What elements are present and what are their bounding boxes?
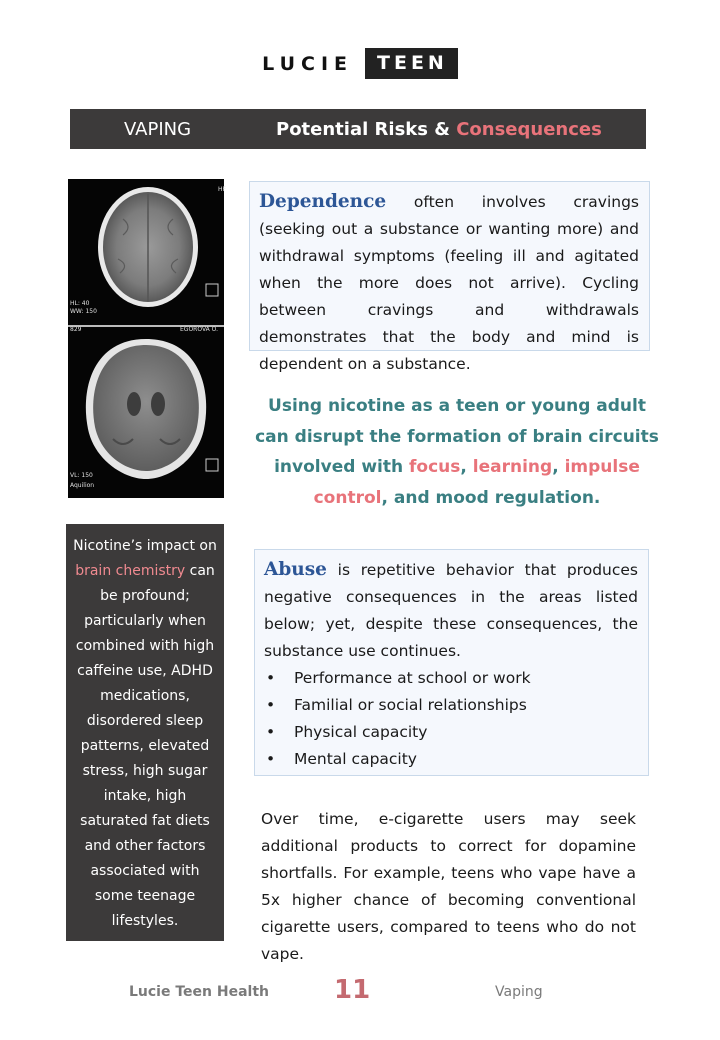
abuse-keyword: Abuse — [264, 559, 327, 580]
callout-sep1: , — [460, 457, 473, 477]
brain-chemistry-sidebar — [66, 524, 224, 941]
brand-teen: TEEN — [365, 48, 458, 79]
abuse-intro — [264, 556, 638, 665]
callout-focus: focus — [409, 457, 461, 477]
banner-title — [276, 119, 602, 140]
abuse-box — [254, 549, 649, 776]
sidebar-part2: can be profound; particularly when combined with high caffeine use, ADHD medications, disordered sleep patterns, elevated stress, high sugar intake, high saturated fat diets and other factors associated with some teenage lifestyles. — [75, 563, 215, 929]
banner-title-part1: Potential Risks & — [276, 119, 457, 140]
abuse-list — [264, 665, 638, 773]
brain-scan-image — [68, 179, 224, 498]
bullet-marker: • — [266, 669, 276, 687]
list-item — [264, 746, 638, 773]
callout-sep2: , — [552, 457, 565, 477]
scan-label-ww: WW: 150 — [70, 308, 97, 315]
list-item-text: Familial or social relationships — [294, 696, 527, 714]
list-item — [264, 665, 638, 692]
callout-part2: , and mood regulation. — [381, 487, 601, 508]
brain-scan-illustration — [68, 179, 224, 498]
callout-impulse-control: impulse control — [313, 457, 640, 508]
sidebar-part1: Nicotine’s impact on — [73, 538, 217, 554]
list-item — [264, 692, 638, 719]
page-number: 11 — [334, 975, 371, 1005]
footer-section: Vaping — [495, 984, 543, 1000]
scan-label-hf: HF — [218, 186, 226, 193]
section-banner — [70, 109, 646, 149]
callout-part1: Using nicotine as a teen or young adult can disrupt the formation of brain circuits involved with — [255, 396, 659, 477]
callout-learning: learning — [472, 457, 553, 477]
scan-label-patient: EGOROVA O. — [180, 326, 219, 333]
list-item-text: Performance at school or work — [294, 669, 531, 687]
abuse-text: is repetitive behavior that produces negative consequences in the areas listed below; yet, despite these consequences, the substance use continues. — [264, 561, 638, 660]
bullet-marker: • — [266, 696, 276, 714]
scan-label-vl: VL: 150 — [70, 472, 93, 479]
scan-label-device: Aquilion — [70, 482, 95, 489]
dopamine-paragraph: Over time, e-cigarette users may seek additional products to correct for dopamine shortfalls. For example, teens who vape have a 5x higher chance of becoming conventional cigarette users, compared to teens who do not vape. — [261, 810, 636, 963]
dependence-box — [249, 181, 650, 373]
nicotine-callout — [250, 391, 664, 513]
banner-title-part2: Consequences — [456, 119, 602, 140]
dependence-keyword: Dependence — [259, 191, 387, 212]
list-item — [264, 719, 638, 746]
brand-logo — [0, 48, 720, 79]
sidebar-highlight: brain chemistry — [75, 563, 186, 579]
list-item-text: Physical capacity — [294, 723, 428, 741]
bullet-marker: • — [266, 723, 276, 741]
banner-topic: VAPING — [124, 119, 192, 140]
scan-label-hl: HL: 40 — [70, 300, 90, 307]
scan-label-id: 829 — [70, 326, 82, 333]
footer-publication: Lucie Teen Health — [129, 984, 269, 1000]
brand-lucie: LUCIE — [262, 52, 354, 75]
list-item-text: Mental capacity — [294, 750, 417, 768]
bullet-marker: • — [266, 750, 276, 768]
dependence-text: often involves cravings (seeking out a substance or wanting more) and withdrawal symptoms (feeling ill and agitated when the more does not arrive). Cycling between cravings and withdrawals demonstrates that the body and mind is dependent on a substance. — [259, 193, 639, 373]
